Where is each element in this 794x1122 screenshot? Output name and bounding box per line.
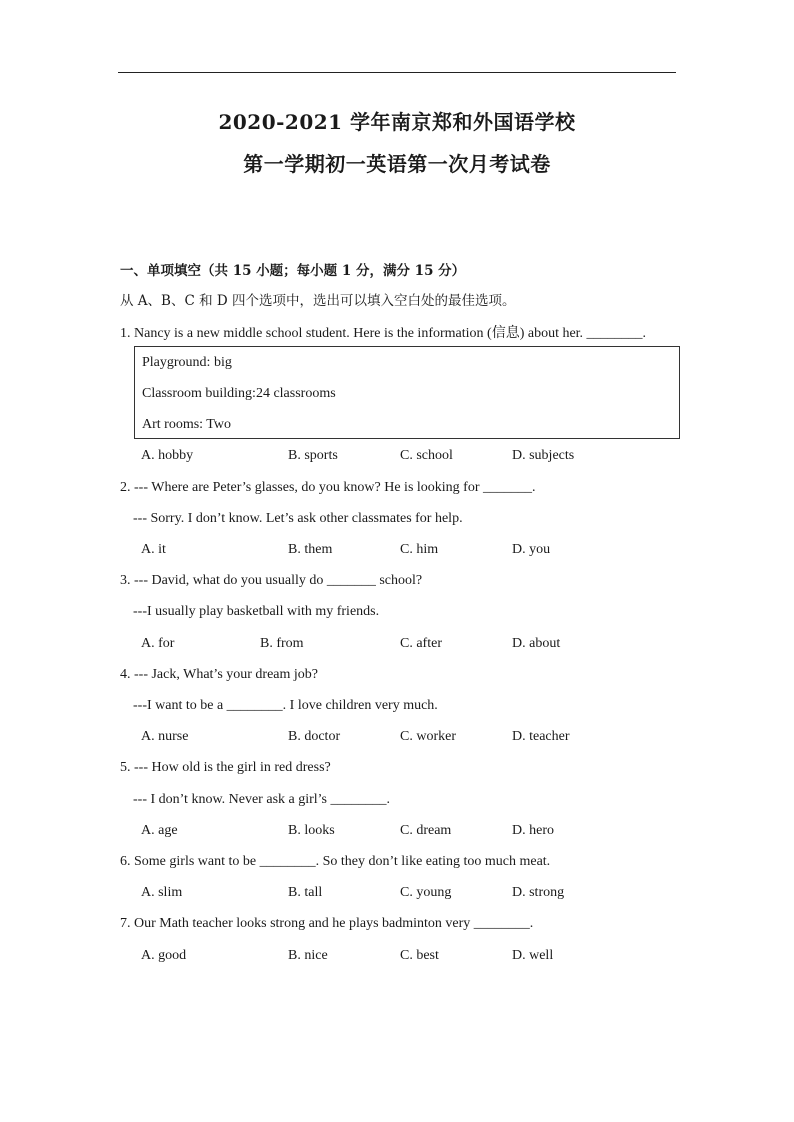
question-4-option-c[interactable]: C. worker [400,729,456,744]
question-3-option-d[interactable]: D. about [512,636,561,651]
info-box-line: Playground: big [142,355,232,370]
section-heading: 一、单项填空（共 15 小题；每小题 1 分，满分 15 分） [120,263,466,279]
question-2-option-c[interactable]: C. him [400,542,439,557]
question-3-option-a[interactable]: A. for [141,636,175,651]
info-box-line: Classroom building:24 classrooms [142,386,336,401]
question-6-option-d[interactable]: D. strong [512,885,565,900]
question-4-option-a[interactable]: A. nurse [141,729,189,744]
question-5-dialogue: --- I don’t know. Never ask a girl’s ________. [133,792,391,807]
question-2-option-b[interactable]: B. them [288,542,333,557]
question-4-option-d[interactable]: D. teacher [512,729,570,744]
section-instruction: 从 A、B、C 和 D 四个选项中，选出可以填入空白处的最佳选项。 [120,293,516,309]
question-3-option-c[interactable]: C. after [400,636,442,651]
question-2-dialogue: --- Sorry. I don’t know. Let’s ask other classmates for help. [133,511,463,526]
question-2-option-a[interactable]: A. it [141,542,166,557]
question-5-option-b[interactable]: B. looks [288,823,335,838]
question-7-option-d[interactable]: D. well [512,948,554,963]
question-7-stem: 7. Our Math teacher looks strong and he plays badminton very ________. [120,916,534,931]
question-7-option-c[interactable]: C. best [400,948,439,963]
info-box-line: Art rooms: Two [142,417,231,432]
question-4-stem: 4. --- Jack, What’s your dream job? [120,667,319,682]
question-3-stem: 3. --- David, what do you usually do _______ school? [120,573,423,588]
question-6-stem: 6. Some girls want to be ________. So they don’t like eating too much meat. [120,854,551,869]
question-4-option-b[interactable]: B. doctor [288,729,341,744]
question-5-option-c[interactable]: C. dream [400,823,452,838]
question-5-stem: 5. --- How old is the girl in red dress? [120,760,331,775]
question-7-option-b[interactable]: B. nice [288,948,328,963]
question-2-stem: 2. --- Where are Peter’s glasses, do you know? He is looking for _______. [120,480,536,495]
question-7-option-a[interactable]: A. good [141,948,187,963]
question-5-option-d[interactable]: D. hero [512,823,554,838]
question-6-option-a[interactable]: A. slim [141,885,183,900]
question-1-option-a[interactable]: A. hobby [141,448,194,463]
header-rule [118,72,676,73]
question-6-option-b[interactable]: B. tall [288,885,323,900]
exam-title-line-2: 第一学期初一英语第一次月考试卷 [243,152,551,176]
question-4-dialogue: ---I want to be a ________. I love children very much. [133,698,438,713]
question-3-dialogue: ---I usually play basketball with my friends. [133,604,380,619]
question-5-option-a[interactable]: A. age [141,823,178,838]
question-1-option-b[interactable]: B. sports [288,448,338,463]
question-6-option-c[interactable]: C. young [400,885,452,900]
question-1-stem: 1. Nancy is a new middle school student. Here is the information (信息) about her. ________. [120,326,647,341]
question-1-option-d[interactable]: D. subjects [512,448,575,463]
exam-title-line-1: 2020-2021 学年南京郑和外国语学校 [218,110,576,134]
question-1-info-box [134,346,680,439]
question-3-option-b[interactable]: B. from [260,636,304,651]
question-1-option-c[interactable]: C. school [400,448,453,463]
question-2-option-d[interactable]: D. you [512,542,551,557]
